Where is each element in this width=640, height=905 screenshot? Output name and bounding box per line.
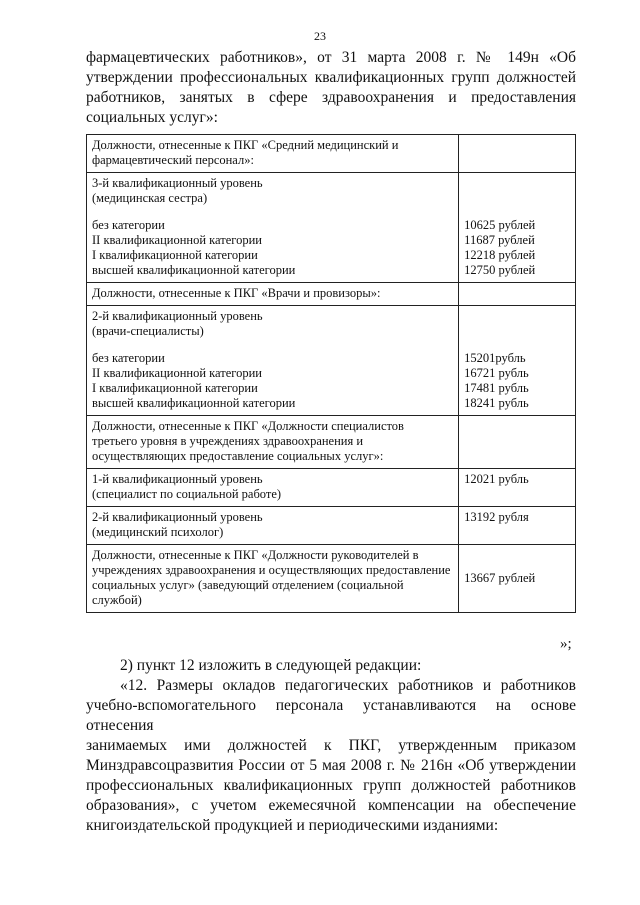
category-label: без категории — [92, 218, 165, 232]
paragraph-line: занимаемых ими должностей к ПКГ, утвержденным приказом — [86, 737, 576, 754]
salary-value: 16721 рубль — [464, 366, 529, 380]
empty-value-cell — [459, 416, 576, 469]
level-cell — [87, 507, 459, 545]
category-label: I квалификационной категории — [92, 381, 258, 395]
category-label: II квалификационной категории — [92, 233, 262, 247]
group-header-line: Должности, отнесенные к ПКГ «Должности специалистов — [92, 419, 404, 433]
empty-value-cell — [459, 135, 576, 173]
paragraph-line: профессиональных квалификационных групп должностей работников — [86, 777, 576, 794]
intro-paragraph — [86, 48, 576, 128]
salary-table — [86, 134, 576, 613]
position-name: (специалист по социальной работе) — [92, 487, 282, 501]
group-header-line: осуществляющих предоставление социальных услуг»: — [92, 449, 384, 463]
group-header: Должности, отнесенные к ПКГ «Врачи и провизоры»: — [92, 286, 381, 300]
empty-value-cell — [459, 283, 576, 306]
manager-line: Должности, отнесенные к ПКГ «Должности руководителей в — [92, 548, 419, 562]
category-label: II квалификационной категории — [92, 366, 262, 380]
salary-value: 11687 рублей — [464, 233, 535, 247]
group-header-cell — [87, 283, 459, 306]
table-row — [87, 416, 576, 469]
paragraph-item-12 — [86, 676, 576, 836]
position-name: (медицинская сестра) — [92, 191, 208, 205]
table-row — [87, 507, 576, 545]
category-label: высшей квалификационной категории — [92, 263, 296, 277]
manager-line: службой) — [92, 593, 142, 607]
position-name: (медицинский психолог) — [92, 525, 224, 539]
paragraph-line: образования», с учетом ежемесячной компенсации на обеспечение — [86, 797, 576, 814]
intro-line: работников, занятых в сфере здравоохранения и предоставления — [86, 89, 576, 106]
table-row — [87, 283, 576, 306]
salary-value: 18241 рубль — [464, 396, 529, 410]
paragraph-line: «12. Размеры окладов педагогических работников и работников — [120, 677, 576, 694]
table-row — [87, 306, 576, 416]
paragraph-line: книгоиздательской продукцией и периодическими изданиями: — [86, 817, 499, 834]
level-cell — [87, 306, 459, 416]
page-number: 23 — [314, 29, 326, 43]
salary-value: 13192 рубля — [464, 510, 529, 524]
value-cell — [459, 173, 576, 283]
table-row — [87, 545, 576, 613]
level-title: 2-й квалификационный уровень — [92, 510, 263, 524]
level-title: 1-й квалификационный уровень — [92, 472, 263, 486]
closing-quote: »; — [560, 636, 572, 652]
table-row — [87, 469, 576, 507]
value-cell — [459, 306, 576, 416]
group-header-cell — [87, 416, 459, 469]
table-row — [87, 135, 576, 173]
value-cell — [459, 507, 576, 545]
group-header: Должности, отнесенные к ПКГ «Средний медицинский и фармацевтический персонал»: — [92, 138, 399, 167]
value-cell — [459, 469, 576, 507]
salary-value: 15201рубль — [464, 351, 526, 365]
level-title: 3-й квалификационный уровень — [92, 176, 263, 190]
table-row — [87, 173, 576, 283]
category-label: высшей квалификационной категории — [92, 396, 296, 410]
category-label: без категории — [92, 351, 165, 365]
intro-line: утверждении профессиональных квалификационных групп должностей — [86, 69, 576, 86]
salary-value: 12218 рублей — [464, 248, 536, 262]
salary-value: 13667 рублей — [464, 570, 536, 585]
level-title: 2-й квалификационный уровень — [92, 309, 263, 323]
category-label: I квалификационной категории — [92, 248, 258, 262]
level-cell — [87, 173, 459, 283]
intro-line: социальных услуг»: — [86, 109, 218, 126]
salary-value: 12750 рублей — [464, 263, 536, 277]
position-name: (врачи-специалисты) — [92, 324, 204, 338]
intro-line: фармацевтических работников», от 31 марта 2008 г. № 149н «Об — [86, 49, 576, 66]
paragraph-line: Минздравсоцразвития России от 5 мая 2008 г. № 216н «Об утверждении — [86, 757, 576, 774]
salary-value: 17481 рубль — [464, 381, 529, 395]
manager-cell — [87, 545, 459, 613]
group-header-cell — [87, 135, 459, 173]
manager-line: социальных услуг» (заведующий отделением (социальной — [92, 578, 404, 592]
salary-value: 10625 рублей — [464, 218, 536, 232]
salary-value: 12021 рубль — [464, 472, 529, 486]
value-cell — [459, 545, 576, 613]
manager-line: учреждениях здравоохранения и осуществляющих предоставление — [92, 563, 451, 577]
group-header-line: третьего уровня в учреждениях здравоохранения и — [92, 434, 364, 448]
level-cell — [87, 469, 459, 507]
paragraph-line: учебно-вспомогательного персонала устанавливаются на основе отнесения — [86, 697, 576, 734]
paragraph-amendment: 2) пункт 12 изложить в следующей редакции: — [120, 657, 422, 674]
